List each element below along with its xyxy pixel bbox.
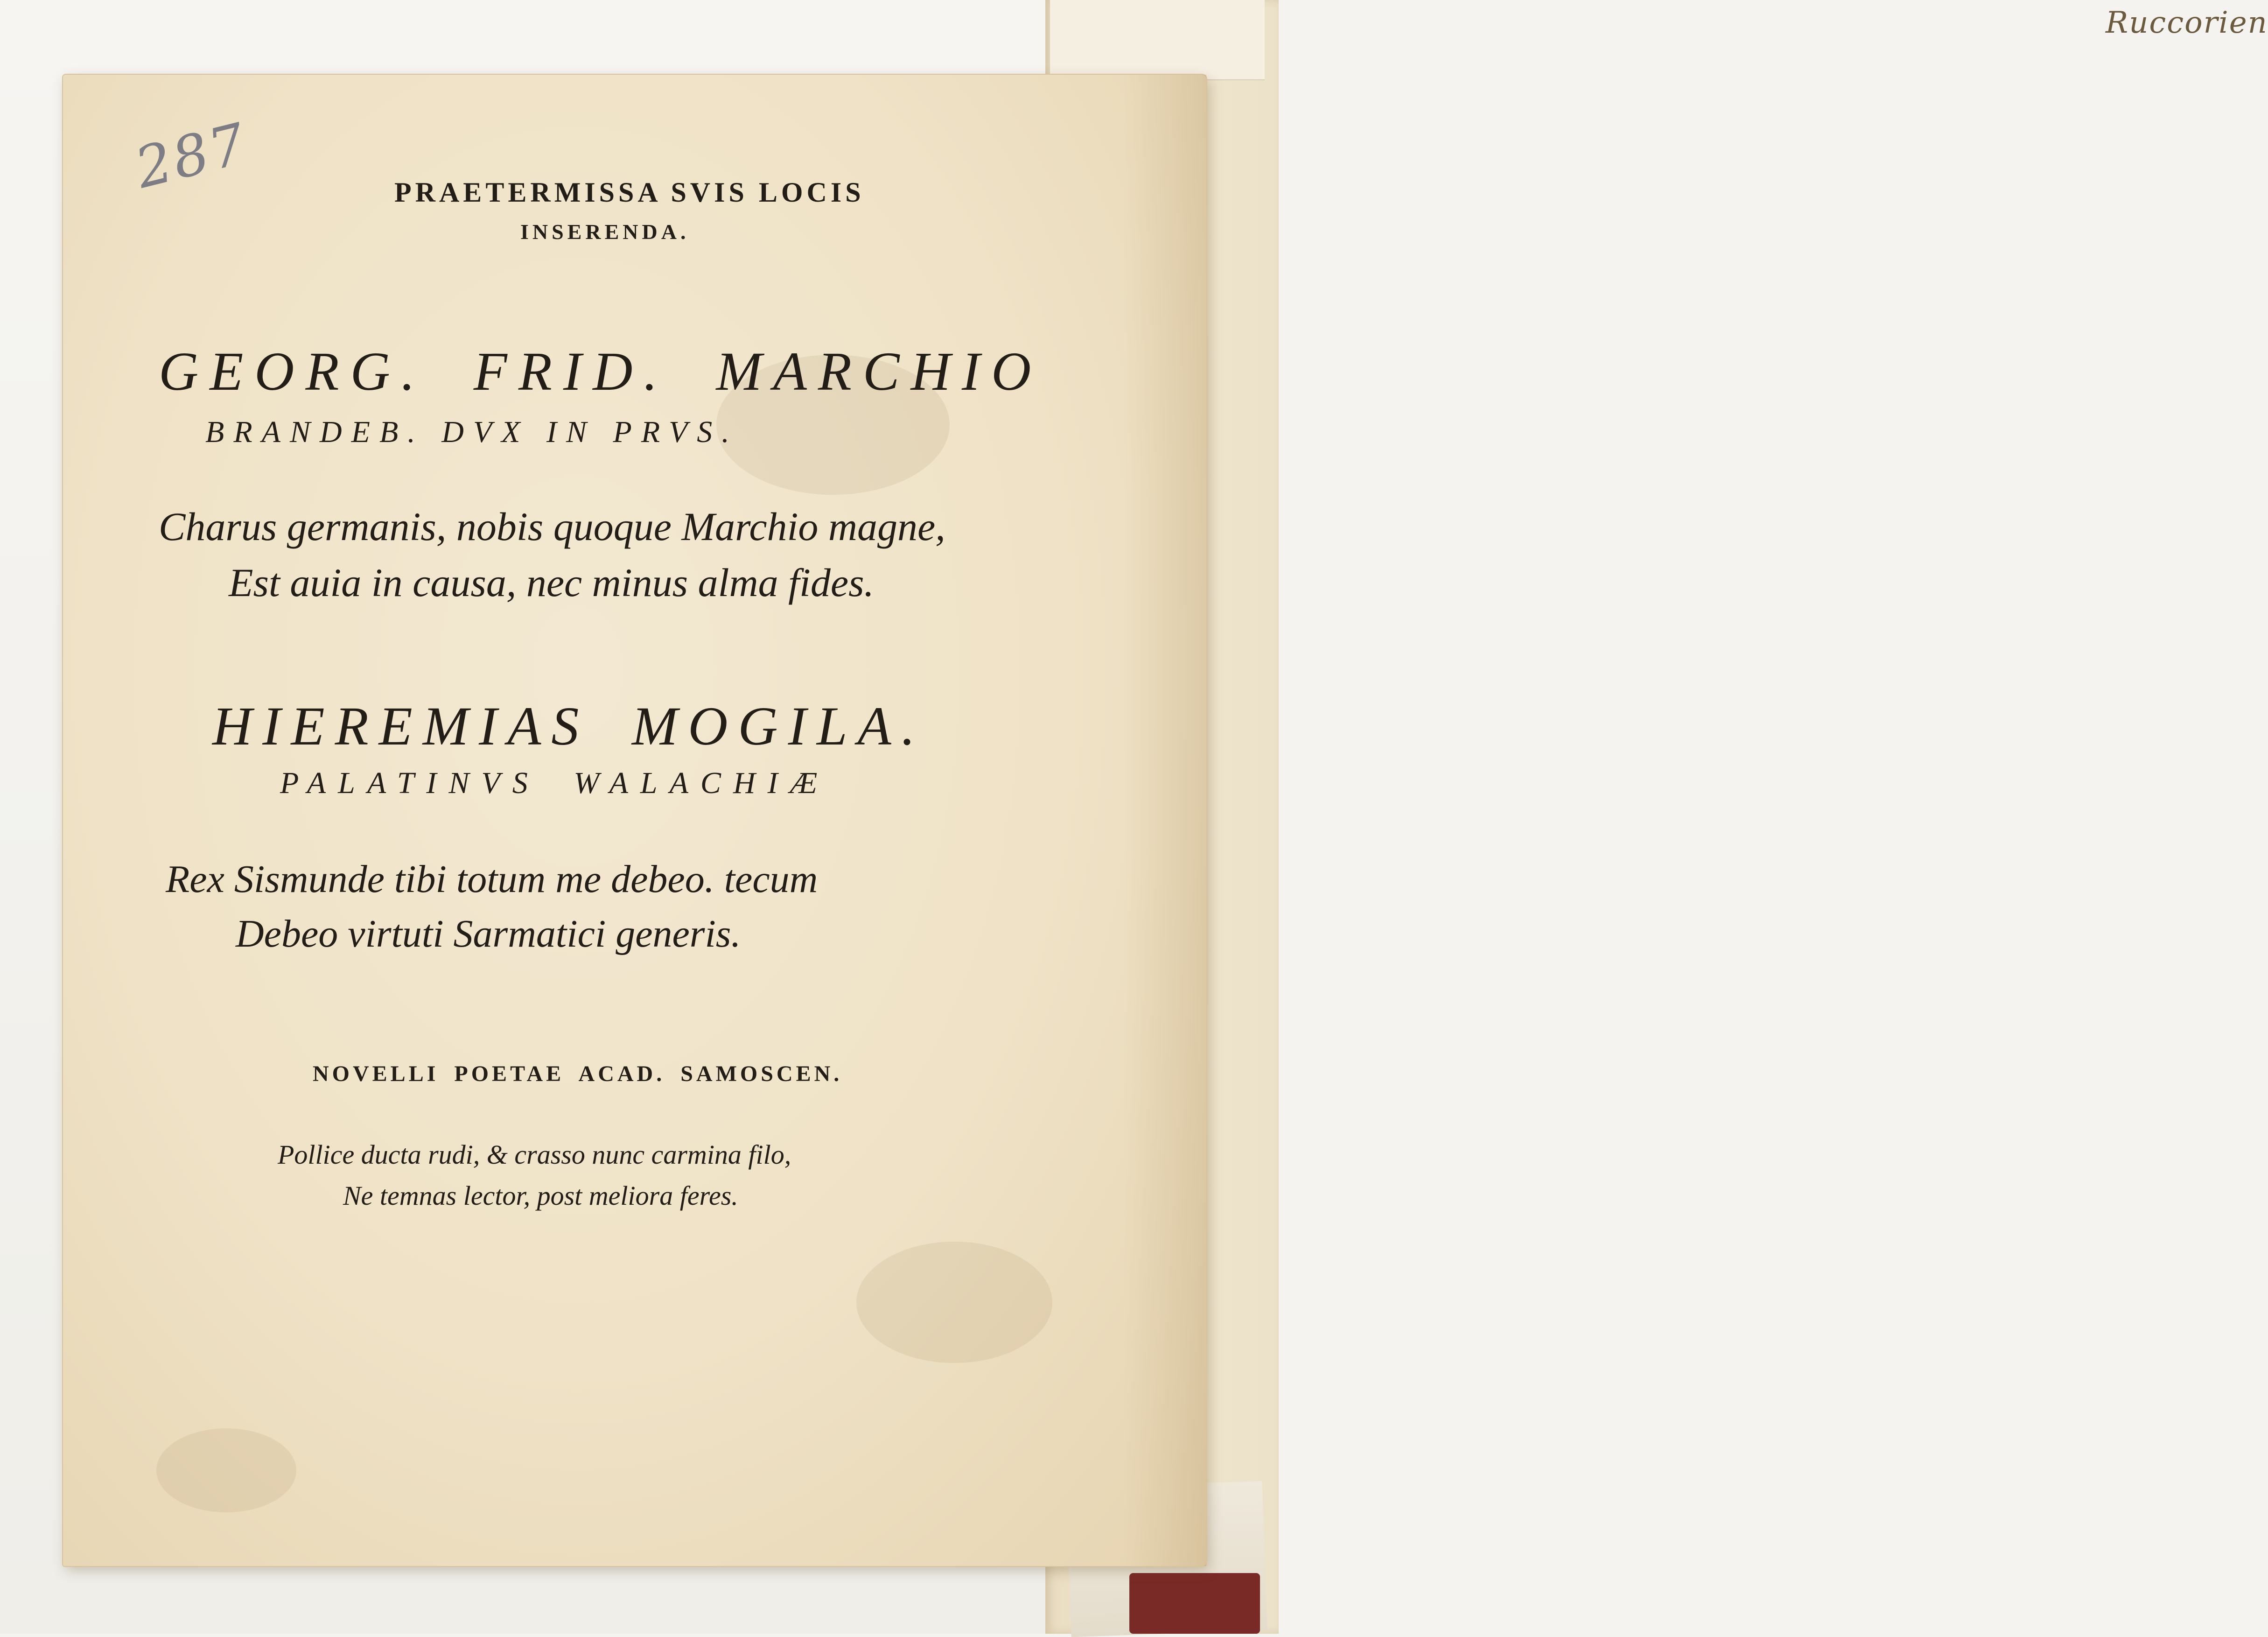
- background-handwriting: Ruccorien: [2106, 6, 2268, 40]
- foxing-stain: [856, 1242, 1052, 1363]
- header-line-1: PRAETERMISSA SVIS LOCIS: [394, 177, 865, 208]
- printed-page: [63, 75, 1206, 1566]
- author-credit: NOVELLI POETAE ACAD. SAMOSCEN.: [313, 1061, 843, 1086]
- foxing-stain: [156, 1428, 296, 1512]
- header-line-2: INSERENDA.: [520, 220, 690, 244]
- page-edge-shadow: [1122, 75, 1206, 1566]
- handwritten-shelf-mark: 287: [129, 111, 254, 202]
- entry-2-subtitle: PALATINVS WALACHIÆ: [280, 766, 830, 800]
- entry-2-verse-line-1: Rex Sismunde tibi totum me debeo. tecum: [166, 857, 818, 901]
- epigram-line-1: Pollice ducta rudi, & crasso nunc carmina filo,: [278, 1139, 791, 1170]
- background-note-slip: [1050, 0, 2268, 80]
- entry-1-subtitle: BRANDEB. DVX IN PRVS.: [205, 415, 739, 449]
- entry-1-title: GEORG. FRID. MARCHIO: [159, 341, 1043, 402]
- entry-1-verse-line-1: Charus germanis, nobis quoque Marchio magne,: [159, 504, 945, 549]
- entry-1-verse-line-2: Est auia in causa, nec minus alma fides.: [229, 560, 875, 605]
- entry-2-verse-line-2: Debeo virtuti Sarmatici generis.: [236, 912, 741, 956]
- epigram-line-2: Ne temnas lector, post meliora feres.: [343, 1180, 738, 1211]
- entry-2-title: HIEREMIAS MOGILA.: [212, 696, 926, 757]
- red-binding-edge: [1129, 1573, 1260, 1634]
